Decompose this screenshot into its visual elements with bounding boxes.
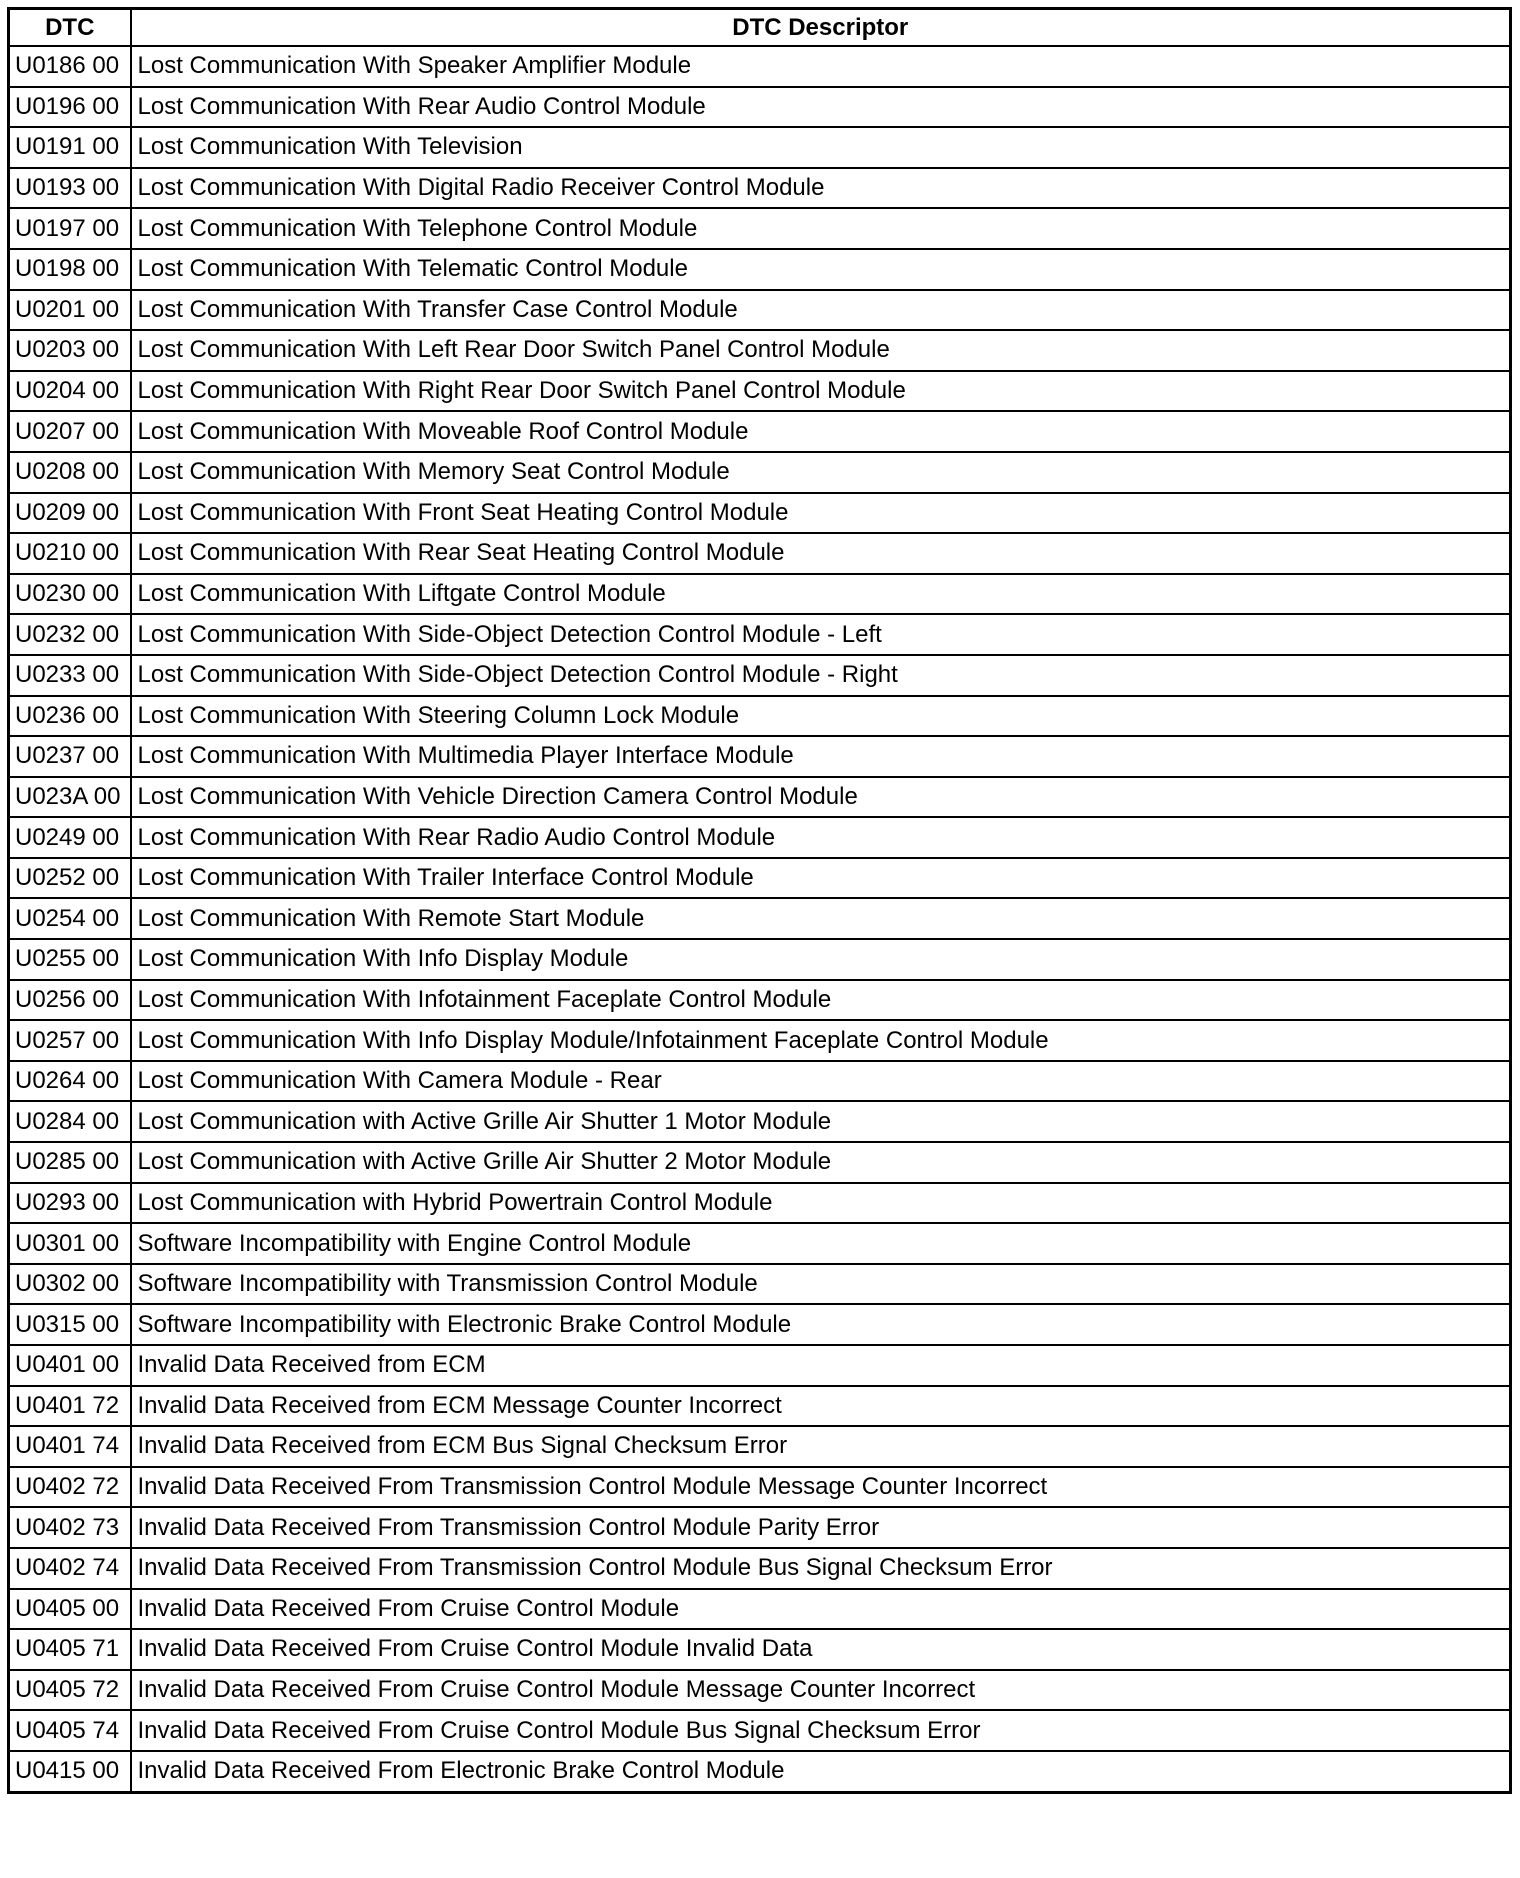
dtc-code-cell: U0405 71: [9, 1629, 131, 1670]
dtc-code-cell: U0208 00: [9, 452, 131, 493]
dtc-descriptor-cell: Lost Communication With Info Display Module/Infotainment Faceplate Control Module: [131, 1020, 1511, 1061]
dtc-descriptor-cell: Software Incompatibility with Transmission Control Module: [131, 1264, 1511, 1305]
dtc-descriptor-cell: Invalid Data Received From Cruise Control Module Bus Signal Checksum Error: [131, 1710, 1511, 1751]
dtc-code-cell: U0285 00: [9, 1142, 131, 1183]
table-row: [9, 249, 1511, 290]
dtc-descriptor-cell: Lost Communication With Liftgate Control Module: [131, 574, 1511, 615]
dtc-descriptor-cell: Lost Communication With Digital Radio Receiver Control Module: [131, 168, 1511, 209]
dtc-code-cell: U0236 00: [9, 696, 131, 737]
table-row: [9, 1751, 1511, 1792]
dtc-code-cell: U0405 72: [9, 1670, 131, 1711]
dtc-descriptor-cell: Lost Communication with Active Grille Air Shutter 1 Motor Module: [131, 1101, 1511, 1142]
dtc-code-cell: U0197 00: [9, 208, 131, 249]
table-row: [9, 1061, 1511, 1102]
table-row: [9, 1670, 1511, 1711]
dtc-descriptor-cell: Lost Communication With Multimedia Player Interface Module: [131, 736, 1511, 777]
table-row: [9, 533, 1511, 574]
dtc-code-cell: U0264 00: [9, 1061, 131, 1102]
dtc-code-cell: U0405 00: [9, 1589, 131, 1630]
dtc-code-cell: U0191 00: [9, 127, 131, 168]
table-row: [9, 1548, 1511, 1589]
table-row: [9, 1507, 1511, 1548]
table-row: [9, 817, 1511, 858]
dtc-descriptor-cell: Lost Communication With Rear Audio Control Module: [131, 87, 1511, 128]
dtc-code-cell: U0293 00: [9, 1183, 131, 1224]
dtc-code-cell: U0255 00: [9, 939, 131, 980]
dtc-descriptor-cell: Invalid Data Received from ECM: [131, 1345, 1511, 1386]
table-row: [9, 1386, 1511, 1427]
dtc-descriptor-cell: Lost Communication with Active Grille Air Shutter 2 Motor Module: [131, 1142, 1511, 1183]
table-row: [9, 574, 1511, 615]
dtc-descriptor-cell: Lost Communication With Steering Column Lock Module: [131, 696, 1511, 737]
table-row: [9, 614, 1511, 655]
table-body: [9, 46, 1511, 1792]
header-dtc: DTC: [9, 9, 131, 47]
table-row: [9, 46, 1511, 87]
table-row: [9, 858, 1511, 899]
table-row: [9, 168, 1511, 209]
table-row: [9, 736, 1511, 777]
table-row: [9, 1467, 1511, 1508]
dtc-descriptor-cell: Lost Communication With Remote Start Module: [131, 898, 1511, 939]
dtc-code-cell: U0415 00: [9, 1751, 131, 1792]
table-header: [9, 9, 1511, 47]
table-row: [9, 290, 1511, 331]
dtc-descriptor-cell: Lost Communication With Info Display Module: [131, 939, 1511, 980]
dtc-code-cell: U0401 74: [9, 1426, 131, 1467]
dtc-descriptor-cell: Invalid Data Received From Cruise Control Module Message Counter Incorrect: [131, 1670, 1511, 1711]
dtc-code-cell: U0284 00: [9, 1101, 131, 1142]
dtc-descriptor-cell: Lost Communication With Vehicle Direction Camera Control Module: [131, 777, 1511, 818]
dtc-code-cell: U0204 00: [9, 371, 131, 412]
table-row: [9, 411, 1511, 452]
dtc-code-cell: U0203 00: [9, 330, 131, 371]
table-row: [9, 1183, 1511, 1224]
table-row: [9, 1710, 1511, 1751]
dtc-code-cell: U0230 00: [9, 574, 131, 615]
table-row: [9, 493, 1511, 534]
dtc-descriptor-cell: Lost Communication With Side-Object Detection Control Module - Right: [131, 655, 1511, 696]
table-row: [9, 208, 1511, 249]
table-row: [9, 1101, 1511, 1142]
dtc-descriptor-cell: Invalid Data Received From Transmission Control Module Bus Signal Checksum Error: [131, 1548, 1511, 1589]
dtc-descriptor-cell: Lost Communication With Speaker Amplifier Module: [131, 46, 1511, 87]
dtc-code-cell: U023A 00: [9, 777, 131, 818]
table-row: [9, 452, 1511, 493]
table-row: [9, 127, 1511, 168]
dtc-descriptor-cell: Lost Communication with Hybrid Powertrain Control Module: [131, 1183, 1511, 1224]
dtc-descriptor-cell: Invalid Data Received From Cruise Control Module Invalid Data: [131, 1629, 1511, 1670]
dtc-code-cell: U0402 73: [9, 1507, 131, 1548]
dtc-code-cell: U0405 74: [9, 1710, 131, 1751]
header-row: [9, 9, 1511, 47]
dtc-code-cell: U0196 00: [9, 87, 131, 128]
dtc-code-cell: U0301 00: [9, 1223, 131, 1264]
dtc-code-cell: U0256 00: [9, 980, 131, 1021]
dtc-code-cell: U0207 00: [9, 411, 131, 452]
dtc-descriptor-cell: Lost Communication With Television: [131, 127, 1511, 168]
dtc-code-cell: U0209 00: [9, 493, 131, 534]
dtc-descriptor-cell: Invalid Data Received From Electronic Brake Control Module: [131, 1751, 1511, 1792]
table-row: [9, 1629, 1511, 1670]
dtc-code-cell: U0302 00: [9, 1264, 131, 1305]
table-row: [9, 1304, 1511, 1345]
dtc-code-cell: U0401 00: [9, 1345, 131, 1386]
dtc-code-cell: U0198 00: [9, 249, 131, 290]
dtc-descriptor-cell: Invalid Data Received From Transmission Control Module Message Counter Incorrect: [131, 1467, 1511, 1508]
dtc-descriptor-cell: Lost Communication With Trailer Interface Control Module: [131, 858, 1511, 899]
table-row: [9, 655, 1511, 696]
dtc-descriptor-cell: Invalid Data Received From Cruise Control Module: [131, 1589, 1511, 1630]
dtc-descriptor-cell: Lost Communication With Front Seat Heating Control Module: [131, 493, 1511, 534]
dtc-descriptor-cell: Lost Communication With Moveable Roof Control Module: [131, 411, 1511, 452]
dtc-code-cell: U0249 00: [9, 817, 131, 858]
table-row: [9, 939, 1511, 980]
dtc-descriptor-cell: Software Incompatibility with Electronic Brake Control Module: [131, 1304, 1511, 1345]
table-row: [9, 1020, 1511, 1061]
table-row: [9, 1426, 1511, 1467]
table-row: [9, 898, 1511, 939]
dtc-descriptor-cell: Lost Communication With Right Rear Door Switch Panel Control Module: [131, 371, 1511, 412]
dtc-descriptor-cell: Lost Communication With Infotainment Faceplate Control Module: [131, 980, 1511, 1021]
table-row: [9, 87, 1511, 128]
dtc-code-cell: U0237 00: [9, 736, 131, 777]
dtc-code-cell: U0401 72: [9, 1386, 131, 1427]
table-row: [9, 1142, 1511, 1183]
dtc-code-cell: U0232 00: [9, 614, 131, 655]
table-row: [9, 371, 1511, 412]
dtc-descriptor-cell: Lost Communication With Left Rear Door Switch Panel Control Module: [131, 330, 1511, 371]
dtc-code-cell: U0252 00: [9, 858, 131, 899]
table-row: [9, 1223, 1511, 1264]
dtc-code-cell: U0402 72: [9, 1467, 131, 1508]
dtc-code-cell: U0233 00: [9, 655, 131, 696]
dtc-code-cell: U0254 00: [9, 898, 131, 939]
dtc-descriptor-cell: Lost Communication With Telematic Control Module: [131, 249, 1511, 290]
dtc-code-cell: U0201 00: [9, 290, 131, 331]
dtc-descriptor-cell: Lost Communication With Rear Seat Heating Control Module: [131, 533, 1511, 574]
dtc-code-cell: U0257 00: [9, 1020, 131, 1061]
dtc-code-cell: U0186 00: [9, 46, 131, 87]
dtc-descriptor-cell: Invalid Data Received from ECM Bus Signal Checksum Error: [131, 1426, 1511, 1467]
dtc-descriptor-cell: Lost Communication With Camera Module - Rear: [131, 1061, 1511, 1102]
table-row: [9, 1264, 1511, 1305]
dtc-descriptor-cell: Lost Communication With Memory Seat Control Module: [131, 452, 1511, 493]
dtc-code-cell: U0210 00: [9, 533, 131, 574]
table-row: [9, 980, 1511, 1021]
table-row: [9, 777, 1511, 818]
table-row: [9, 330, 1511, 371]
header-dtc-descriptor: DTC Descriptor: [131, 9, 1511, 47]
dtc-descriptor-cell: Lost Communication With Transfer Case Control Module: [131, 290, 1511, 331]
dtc-table: [7, 7, 1512, 1794]
dtc-descriptor-cell: Lost Communication With Telephone Control Module: [131, 208, 1511, 249]
table-row: [9, 1589, 1511, 1630]
table-row: [9, 696, 1511, 737]
dtc-descriptor-cell: Invalid Data Received From Transmission Control Module Parity Error: [131, 1507, 1511, 1548]
dtc-code-cell: U0402 74: [9, 1548, 131, 1589]
table-row: [9, 1345, 1511, 1386]
dtc-code-cell: U0193 00: [9, 168, 131, 209]
dtc-descriptor-cell: Invalid Data Received from ECM Message Counter Incorrect: [131, 1386, 1511, 1427]
dtc-descriptor-cell: Lost Communication With Side-Object Detection Control Module - Left: [131, 614, 1511, 655]
dtc-descriptor-cell: Software Incompatibility with Engine Control Module: [131, 1223, 1511, 1264]
dtc-code-cell: U0315 00: [9, 1304, 131, 1345]
dtc-descriptor-cell: Lost Communication With Rear Radio Audio Control Module: [131, 817, 1511, 858]
